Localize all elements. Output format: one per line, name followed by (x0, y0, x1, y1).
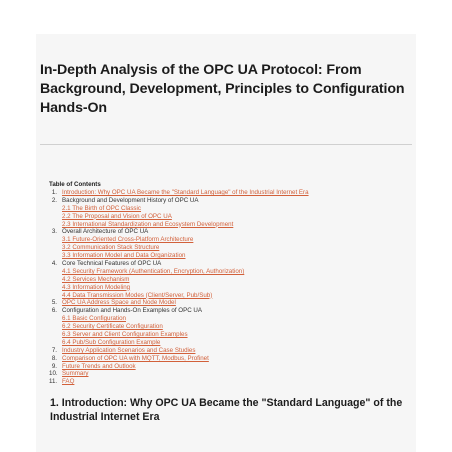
toc-subitem[interactable] (49, 323, 409, 331)
toc-item-number: 8. (51, 354, 57, 362)
toc-subitem[interactable] (49, 236, 409, 244)
toc-subitem[interactable] (49, 268, 409, 276)
toc-section-label: Background and Development History of OPC UA (62, 196, 199, 204)
toc-subitem-link[interactable]: 6.1 Basic Configuration (62, 315, 126, 323)
table-of-contents (49, 181, 409, 386)
toc-list (49, 189, 409, 386)
toc-item-number: 3. (51, 228, 57, 236)
toc-subitem[interactable] (49, 205, 409, 213)
top-band (0, 0, 452, 34)
toc-item-number: 2. (51, 196, 57, 204)
toc-subitem[interactable] (49, 244, 409, 252)
toc-item[interactable] (49, 355, 409, 363)
toc-section-label: Core Technical Features of OPC UA (62, 260, 162, 268)
toc-link[interactable]: FAQ (62, 378, 75, 386)
toc-subitem-link[interactable]: 4.2 Services Mechanism (62, 275, 130, 283)
toc-subitem[interactable] (49, 315, 409, 323)
section-heading-introduction: 1. Introduction: Why OPC UA Became the "Standard Language" of the Industrial Internet Era (50, 397, 403, 423)
toc-item[interactable] (49, 363, 409, 371)
toc-section-label: Overall Architecture of OPC UA (62, 228, 149, 236)
toc-subitem-link[interactable]: 4.4 Data Transmission Modes (Client/Server, Pub/Sub) (62, 291, 213, 299)
toc-subitem[interactable] (49, 213, 409, 221)
toc-link[interactable]: Summary (62, 370, 89, 378)
toc-subitem-link[interactable]: 4.3 Information Modeling (62, 283, 131, 291)
toc-item-number: 5. (51, 299, 57, 307)
toc-subitem-link[interactable]: 6.2 Security Certificate Configuration (62, 323, 163, 331)
toc-item-number: 11. (49, 378, 58, 386)
toc-section-label: Configuration and Hands-On Examples of OPC UA (62, 307, 202, 315)
toc-subitem[interactable] (49, 331, 409, 339)
toc-subitem-link[interactable]: 4.1 Security Framework (Authentication, Encryption, Authorization) (62, 267, 245, 275)
toc-subitem-link[interactable]: 2.3 International Standardization and Ecosystem Development (62, 220, 234, 228)
toc-item (49, 228, 409, 236)
toc-item[interactable] (49, 378, 409, 386)
toc-subitem[interactable] (49, 221, 409, 229)
toc-item[interactable] (49, 189, 409, 197)
toc-subitem-link[interactable]: 2.1 The Birth of OPC Classic (62, 204, 141, 212)
toc-item-number: 10. (49, 370, 58, 378)
toc-link[interactable]: Introduction: Why OPC UA Became the "Standard Language" of the Industrial Internet Era (62, 189, 309, 196)
toc-item-number: 1. (51, 189, 57, 196)
toc-subitem[interactable] (49, 339, 409, 347)
toc-item (49, 307, 409, 315)
toc-subitem-link[interactable]: 6.3 Server and Client Configuration Examples (62, 331, 188, 339)
toc-link[interactable]: Future Trends and Outlook (62, 362, 136, 370)
title-divider (40, 144, 412, 145)
toc-item-number: 6. (51, 307, 57, 315)
toc-subitem[interactable] (49, 292, 409, 300)
toc-subitem-link[interactable]: 3.1 Future-Oriented Cross-Platform Architecture (62, 236, 194, 244)
toc-item[interactable] (49, 347, 409, 355)
toc-subitem-link[interactable]: 2.2 The Proposal and Vision of OPC UA (62, 212, 172, 220)
toc-subitem-link[interactable]: 3.3 Information Model and Data Organization (62, 252, 186, 260)
toc-link[interactable]: OPC UA Address Space and Node Model (62, 299, 176, 307)
toc-link[interactable]: Industry Application Scenarios and Case Studies (62, 346, 196, 354)
toc-subitem[interactable] (49, 276, 409, 284)
article-panel (36, 34, 416, 452)
toc-item[interactable] (49, 299, 409, 307)
toc-subitem-link[interactable]: 3.2 Communication Stack Structure (62, 244, 160, 252)
toc-link[interactable]: Comparison of OPC UA with MQTT, Modbus, Profinet (62, 354, 209, 362)
toc-subitem[interactable] (49, 252, 409, 260)
toc-item[interactable] (49, 370, 409, 378)
toc-item-number: 7. (51, 346, 57, 354)
toc-item-number: 4. (51, 260, 57, 268)
toc-subitem-link[interactable]: 6.4 Pub/Sub Configuration Example (62, 338, 161, 346)
toc-item (49, 260, 409, 268)
toc-item (49, 197, 409, 205)
toc-subitem[interactable] (49, 284, 409, 292)
toc-item-number: 9. (51, 362, 57, 370)
article-title: In-Depth Analysis of the OPC UA Protocol: From Background, Development, Principles to Configuration Hands-On (40, 62, 405, 116)
toc-heading: Table of Contents (49, 181, 101, 188)
